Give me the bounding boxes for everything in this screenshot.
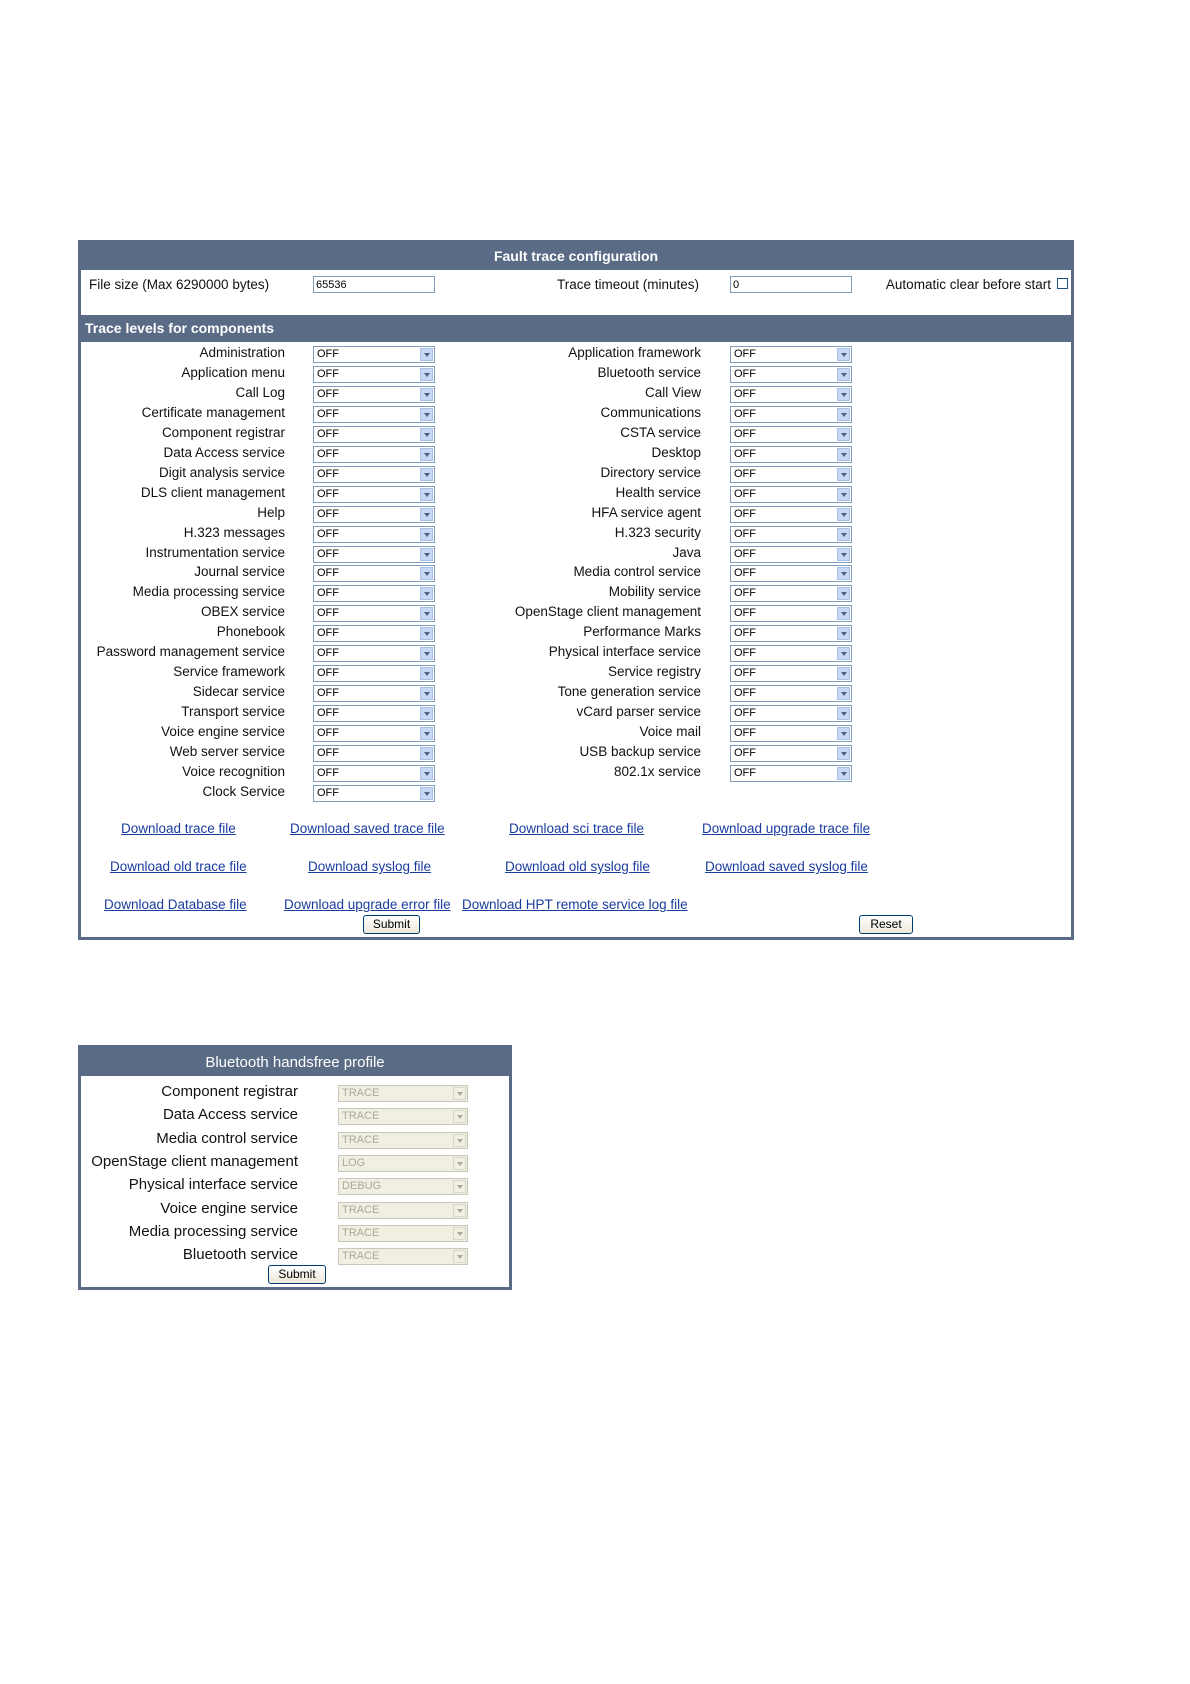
component-label: Physical interface service: [548, 644, 701, 659]
component-label: Voice mail: [639, 724, 701, 739]
bluetooth-level-select: [338, 1108, 468, 1125]
trace-level-select-value: OFF: [734, 488, 756, 500]
component-label: HFA service agent: [591, 505, 701, 520]
trace-level-select[interactable]: [730, 406, 852, 423]
trace-level-select[interactable]: [730, 426, 852, 443]
chevron-down-icon: [453, 1087, 466, 1100]
trace-level-select[interactable]: [730, 506, 852, 523]
auto-clear-label: Automatic clear before start: [885, 277, 1051, 292]
trace-level-select-value: OFF: [734, 767, 756, 779]
chevron-down-icon: [837, 587, 850, 600]
chevron-down-icon: [837, 567, 850, 580]
bluetooth-level-select-value: TRACE: [342, 1134, 380, 1146]
fault-trace-title: Fault trace configuration: [81, 243, 1071, 270]
chevron-down-icon: [420, 567, 433, 580]
trace-level-select-value: OFF: [317, 468, 339, 480]
download-link[interactable]: Download syslog file: [308, 859, 432, 874]
trace-level-select[interactable]: [313, 346, 435, 363]
trace-level-select-value: OFF: [734, 727, 756, 739]
component-label: vCard parser service: [576, 704, 701, 719]
chevron-down-icon: [420, 368, 433, 381]
chevron-down-icon: [837, 607, 850, 620]
component-label: H.323 messages: [183, 525, 285, 540]
component-label: Directory service: [600, 465, 701, 480]
trace-level-select-value: OFF: [317, 587, 339, 599]
trace-level-select[interactable]: [730, 645, 852, 662]
chevron-down-icon: [837, 408, 850, 421]
component-label: Web server service: [169, 744, 285, 759]
component-label: Java: [672, 545, 701, 560]
chevron-down-icon: [837, 727, 850, 740]
trace-level-select-value: OFF: [317, 508, 339, 520]
bluetooth-component-label: OpenStage client management: [91, 1153, 298, 1170]
chevron-down-icon: [837, 508, 850, 521]
component-label: OpenStage client management: [514, 604, 701, 619]
chevron-down-icon: [837, 548, 850, 561]
chevron-down-icon: [837, 528, 850, 541]
submit-button[interactable]: Submit: [363, 915, 420, 934]
chevron-down-icon: [837, 687, 850, 700]
trace-level-select[interactable]: [313, 585, 435, 602]
chevron-down-icon: [420, 508, 433, 521]
download-link[interactable]: Download HPT remote service log file: [462, 897, 688, 912]
component-label: H.323 security: [614, 525, 701, 540]
trace-level-select-value: OFF: [317, 787, 339, 799]
trace-level-select[interactable]: [730, 625, 852, 642]
trace-level-select-value: OFF: [317, 448, 339, 460]
trace-level-select[interactable]: [730, 665, 852, 682]
download-link[interactable]: Download old syslog file: [505, 859, 650, 874]
bluetooth-level-select: [338, 1155, 468, 1172]
trace-level-select[interactable]: [313, 446, 435, 463]
trace-level-select-value: OFF: [317, 707, 339, 719]
bluetooth-level-select: [338, 1132, 468, 1149]
component-label: Health service: [615, 485, 701, 500]
trace-level-select[interactable]: [730, 725, 852, 742]
trace-level-select-value: OFF: [317, 607, 339, 619]
trace-level-select-value: OFF: [317, 627, 339, 639]
fault-trace-panel: [78, 240, 1074, 940]
trace-level-select-value: OFF: [317, 368, 339, 380]
trace-level-select[interactable]: [730, 745, 852, 762]
trace-level-select-value: OFF: [317, 348, 339, 360]
trace-level-select[interactable]: [313, 466, 435, 483]
bluetooth-component-label: Physical interface service: [128, 1176, 298, 1193]
chevron-down-icon: [420, 627, 433, 640]
bluetooth-profile-title: Bluetooth handsfree profile: [81, 1048, 509, 1076]
bluetooth-level-select-value: TRACE: [342, 1250, 380, 1262]
component-label: Media control service: [573, 564, 701, 579]
trace-level-select[interactable]: [313, 665, 435, 682]
download-link[interactable]: Download upgrade error file: [284, 897, 451, 912]
download-link[interactable]: Download sci trace file: [509, 821, 645, 836]
trace-level-select-value: OFF: [734, 587, 756, 599]
trace-level-select-value: OFF: [317, 567, 339, 579]
component-label: Transport service: [181, 704, 285, 719]
chevron-down-icon: [837, 667, 850, 680]
trace-level-select[interactable]: [313, 705, 435, 722]
bluetooth-component-label: Media processing service: [128, 1223, 298, 1240]
download-link[interactable]: Download old trace file: [110, 859, 247, 874]
trace-level-select[interactable]: [313, 406, 435, 423]
bluetooth-level-select-value: TRACE: [342, 1087, 380, 1099]
bluetooth-component-label: Voice engine service: [160, 1200, 298, 1217]
trace-level-select-value: OFF: [734, 448, 756, 460]
chevron-down-icon: [420, 348, 433, 361]
trace-level-select[interactable]: [313, 785, 435, 802]
trace-level-select[interactable]: [313, 745, 435, 762]
chevron-down-icon: [453, 1227, 466, 1240]
trace-level-select-value: OFF: [317, 408, 339, 420]
chevron-down-icon: [453, 1134, 466, 1147]
trace-level-select-value: OFF: [734, 627, 756, 639]
bluetooth-submit-button[interactable]: Submit: [268, 1265, 326, 1284]
bluetooth-level-select: [338, 1085, 468, 1102]
chevron-down-icon: [837, 747, 850, 760]
bluetooth-level-select-value: TRACE: [342, 1227, 380, 1239]
trace-level-select[interactable]: [313, 426, 435, 443]
chevron-down-icon: [837, 707, 850, 720]
chevron-down-icon: [420, 787, 433, 800]
chevron-down-icon: [420, 488, 433, 501]
component-label: Desktop: [651, 445, 701, 460]
trace-level-select-value: OFF: [734, 388, 756, 400]
component-label: Voice recognition: [182, 764, 285, 779]
component-label: Application framework: [568, 345, 701, 360]
trace-level-select-value: OFF: [317, 428, 339, 440]
trace-level-select-value: OFF: [734, 667, 756, 679]
trace-level-select[interactable]: [730, 565, 852, 582]
component-label: 802.1x service: [613, 764, 701, 779]
trace-level-select-value: OFF: [734, 687, 756, 699]
bluetooth-level-select-value: LOG: [342, 1157, 366, 1169]
chevron-down-icon: [837, 348, 850, 361]
chevron-down-icon: [420, 667, 433, 680]
bluetooth-level-select: [338, 1248, 468, 1265]
chevron-down-icon: [420, 727, 433, 740]
chevron-down-icon: [453, 1204, 466, 1217]
component-label: Certificate management: [141, 405, 285, 420]
trace-timeout-label: Trace timeout (minutes): [556, 277, 699, 292]
trace-level-select-value: OFF: [734, 368, 756, 380]
chevron-down-icon: [453, 1180, 466, 1193]
component-label: Communications: [600, 405, 701, 420]
bluetooth-component-label: Component registrar: [161, 1083, 298, 1100]
trace-level-select-value: OFF: [317, 388, 339, 400]
trace-level-select[interactable]: [730, 705, 852, 722]
component-label: Performance Marks: [583, 624, 701, 639]
bluetooth-level-select-value: TRACE: [342, 1204, 380, 1216]
chevron-down-icon: [837, 388, 850, 401]
trace-level-select-value: OFF: [734, 707, 756, 719]
trace-level-select-value: OFF: [734, 408, 756, 420]
trace-level-select[interactable]: [313, 386, 435, 403]
bluetooth-level-select: [338, 1225, 468, 1242]
trace-level-select[interactable]: [730, 585, 852, 602]
component-label: CSTA service: [620, 425, 701, 440]
component-label: Administration: [199, 345, 285, 360]
trace-level-select-value: OFF: [317, 647, 339, 659]
trace-level-select-value: OFF: [317, 528, 339, 540]
download-link[interactable]: Download saved syslog file: [705, 859, 868, 874]
trace-level-select[interactable]: [313, 565, 435, 582]
trace-level-select-value: OFF: [317, 727, 339, 739]
bluetooth-level-select: [338, 1178, 468, 1195]
trace-level-select[interactable]: [730, 685, 852, 702]
chevron-down-icon: [420, 448, 433, 461]
trace-level-select[interactable]: [313, 526, 435, 543]
chevron-down-icon: [837, 368, 850, 381]
auto-clear-checkbox[interactable]: [1057, 278, 1068, 289]
bluetooth-component-label: Bluetooth service: [182, 1246, 298, 1263]
trace-level-select-value: OFF: [317, 667, 339, 679]
trace-level-select-value: OFF: [734, 468, 756, 480]
component-label: OBEX service: [200, 604, 285, 619]
component-label: Call Log: [235, 385, 285, 400]
component-label: Password management service: [96, 644, 285, 659]
component-label: Clock Service: [202, 784, 285, 799]
chevron-down-icon: [420, 767, 433, 780]
component-label: Media processing service: [132, 584, 285, 599]
bluetooth-level-select: [338, 1202, 468, 1219]
chevron-down-icon: [420, 607, 433, 620]
trace-level-select[interactable]: [313, 645, 435, 662]
component-label: Tone generation service: [557, 684, 701, 699]
component-label: Phonebook: [216, 624, 285, 639]
chevron-down-icon: [453, 1157, 466, 1170]
chevron-down-icon: [420, 707, 433, 720]
trace-level-select[interactable]: [313, 625, 435, 642]
component-label: Data Access service: [163, 445, 285, 460]
trace-level-select[interactable]: [730, 605, 852, 622]
component-label: Journal service: [194, 564, 285, 579]
trace-level-select-value: OFF: [317, 548, 339, 560]
trace-level-select-value: OFF: [317, 488, 339, 500]
chevron-down-icon: [420, 408, 433, 421]
component-label: Voice engine service: [161, 724, 285, 739]
bluetooth-component-label: Media control service: [156, 1130, 298, 1147]
trace-level-select[interactable]: [730, 446, 852, 463]
chevron-down-icon: [837, 428, 850, 441]
component-label: Instrumentation service: [145, 545, 285, 560]
chevron-down-icon: [837, 767, 850, 780]
trace-level-select[interactable]: [313, 725, 435, 742]
trace-level-select-value: OFF: [317, 747, 339, 759]
file-size-label: File size (Max 6290000 bytes): [89, 277, 270, 292]
trace-level-select[interactable]: [730, 386, 852, 403]
download-link[interactable]: Download trace file: [121, 821, 236, 836]
chevron-down-icon: [837, 647, 850, 660]
component-label: Digit analysis service: [158, 465, 285, 480]
bluetooth-level-select-value: DEBUG: [342, 1180, 382, 1192]
trace-level-select-value: OFF: [734, 548, 756, 560]
chevron-down-icon: [453, 1110, 466, 1123]
trace-timeout-input[interactable]: [730, 276, 852, 293]
trace-level-select[interactable]: [730, 466, 852, 483]
file-size-input[interactable]: [313, 276, 435, 293]
chevron-down-icon: [453, 1250, 466, 1263]
trace-level-select-value: OFF: [734, 508, 756, 520]
component-label: Service framework: [173, 664, 285, 679]
component-label: Mobility service: [608, 584, 701, 599]
chevron-down-icon: [837, 468, 850, 481]
component-label: USB backup service: [579, 744, 701, 759]
chevron-down-icon: [420, 528, 433, 541]
chevron-down-icon: [837, 448, 850, 461]
trace-level-select[interactable]: [730, 546, 852, 563]
component-label: Application menu: [181, 365, 285, 380]
trace-level-select[interactable]: [313, 605, 435, 622]
trace-level-select[interactable]: [313, 506, 435, 523]
chevron-down-icon: [420, 428, 433, 441]
component-label: Bluetooth service: [597, 365, 701, 380]
trace-level-select[interactable]: [730, 526, 852, 543]
chevron-down-icon: [837, 488, 850, 501]
trace-level-select[interactable]: [730, 346, 852, 363]
chevron-down-icon: [420, 687, 433, 700]
trace-level-select[interactable]: [730, 486, 852, 503]
chevron-down-icon: [420, 747, 433, 760]
trace-level-select[interactable]: [730, 366, 852, 383]
trace-level-select[interactable]: [313, 486, 435, 503]
chevron-down-icon: [420, 548, 433, 561]
trace-level-select-value: OFF: [734, 348, 756, 360]
trace-level-select-value: OFF: [317, 767, 339, 779]
trace-level-select[interactable]: [313, 546, 435, 563]
bluetooth-component-label: Data Access service: [162, 1106, 298, 1123]
chevron-down-icon: [837, 627, 850, 640]
chevron-down-icon: [420, 587, 433, 600]
trace-level-select[interactable]: [313, 685, 435, 702]
reset-button[interactable]: Reset: [859, 915, 913, 934]
download-link[interactable]: Download Database file: [104, 897, 247, 912]
component-label: Sidecar service: [192, 684, 285, 699]
trace-level-select-value: OFF: [734, 647, 756, 659]
trace-level-select-value: OFF: [317, 687, 339, 699]
trace-level-select[interactable]: [313, 765, 435, 782]
download-link[interactable]: Download upgrade trace file: [702, 821, 871, 836]
chevron-down-icon: [420, 468, 433, 481]
trace-level-select[interactable]: [313, 366, 435, 383]
component-label: Component registrar: [161, 425, 285, 440]
chevron-down-icon: [420, 388, 433, 401]
component-label: Service registry: [607, 664, 701, 679]
trace-level-select-value: OFF: [734, 528, 756, 540]
component-label: Call View: [644, 385, 701, 400]
trace-level-select-value: OFF: [734, 607, 756, 619]
trace-level-select-value: OFF: [734, 567, 756, 579]
components-header: Trace levels for components: [81, 315, 1071, 342]
bluetooth-profile-panel: [78, 1045, 512, 1290]
component-label: DLS client management: [140, 485, 285, 500]
bluetooth-level-select-value: TRACE: [342, 1110, 380, 1122]
trace-level-select-value: OFF: [734, 428, 756, 440]
component-label: Help: [257, 505, 285, 520]
chevron-down-icon: [420, 647, 433, 660]
trace-level-select[interactable]: [730, 765, 852, 782]
download-link[interactable]: Download saved trace file: [290, 821, 445, 836]
trace-level-select-value: OFF: [734, 747, 756, 759]
